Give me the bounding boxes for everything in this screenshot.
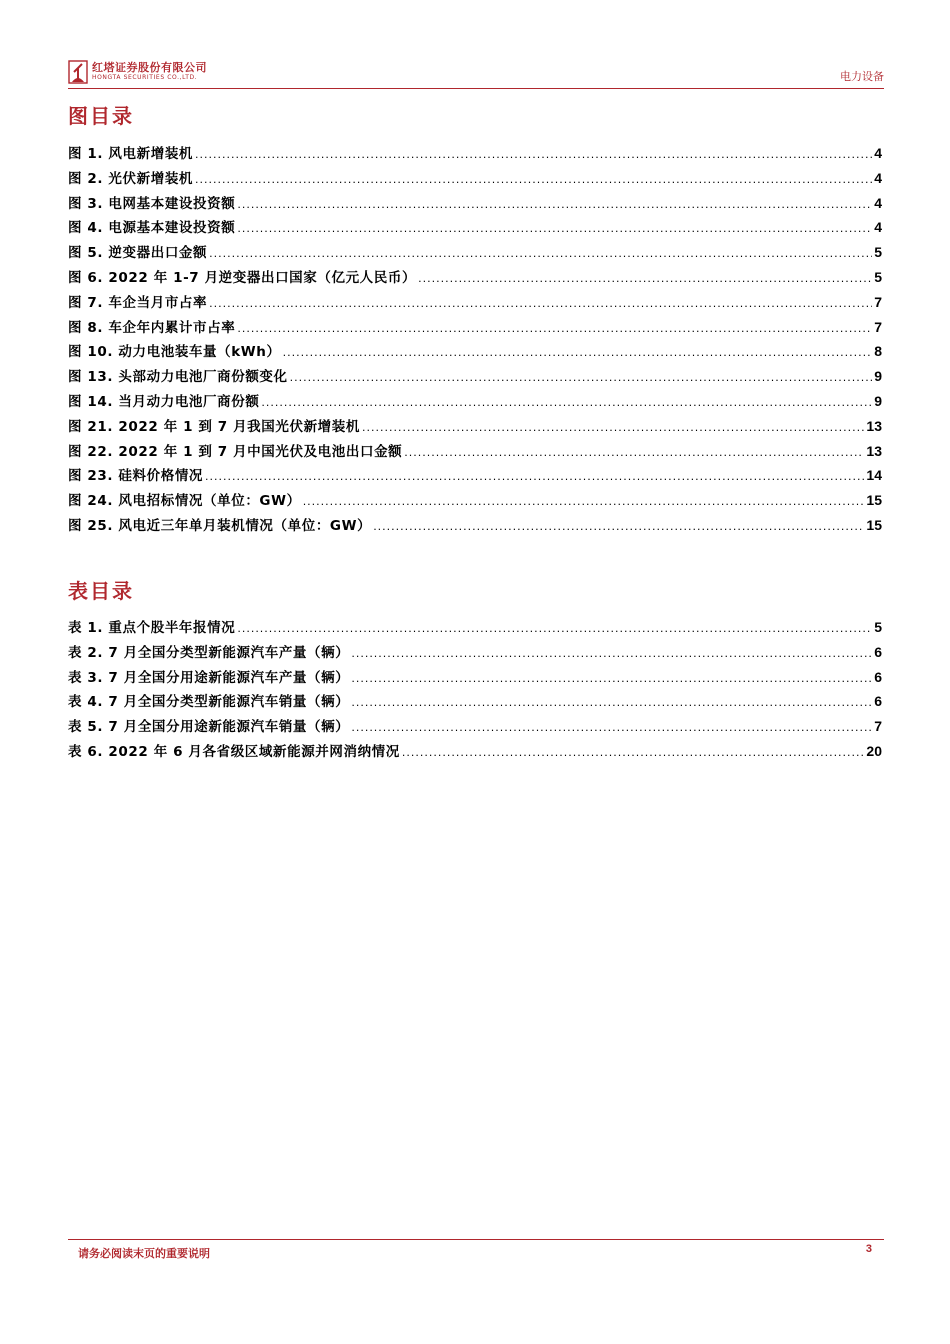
sector-label: 电力设备 (840, 70, 884, 83)
toc-entry[interactable] (68, 166, 882, 191)
toc-entry[interactable] (68, 240, 882, 265)
toc-entry-page: 7 (874, 318, 882, 335)
toc-entry-page: 4 (874, 169, 882, 186)
toc-entry-page: 5 (874, 268, 882, 285)
toc-entry[interactable] (68, 463, 882, 488)
toc-entry[interactable] (68, 615, 882, 640)
toc-entry-page: 15 (866, 492, 882, 509)
disclaimer-note: 请务必阅读末页的重要说明 (78, 1247, 210, 1260)
toc-leader-dots (237, 317, 872, 342)
toc-entry-label: 图 7. 车企当月市占率 (68, 294, 208, 311)
hongta-logo-icon (68, 58, 88, 84)
toc-entry-label: 图 5. 逆变器出口金额 (68, 245, 208, 262)
toc-leader-dots (402, 741, 865, 766)
toc-entry-label: 表 4. 7 月全国分类型新能源汽车销量（辆） (68, 694, 350, 711)
toc-entry[interactable] (68, 689, 882, 714)
toc-entry[interactable] (68, 191, 882, 216)
toc-entry-label: 表 5. 7 月全国分用途新能源汽车销量（辆） (68, 719, 350, 736)
toc-leader-dots (209, 292, 872, 317)
toc-leader-dots (283, 341, 873, 366)
toc-leader-dots (205, 465, 864, 490)
toc-entry[interactable] (68, 414, 882, 439)
toc-entry-page: 7 (874, 293, 882, 310)
toc-entry[interactable] (68, 215, 882, 240)
toc-entry-label: 图 4. 电源基本建设投资额 (68, 220, 236, 237)
toc-entry-label: 图 8. 车企年内累计市占率 (68, 319, 236, 336)
toc-entry-label: 表 6. 2022 年 6 月各省级区域新能源并网消纳情况 (68, 743, 400, 760)
toc-entry[interactable] (68, 513, 882, 538)
company-name-en: HONGTA SECURITIES CO.,LTD. (92, 73, 198, 81)
toc-entry-label: 图 3. 电网基本建设投资额 (68, 195, 236, 212)
company-logo (68, 58, 207, 84)
toc-entry[interactable] (68, 739, 882, 764)
table-list (68, 615, 882, 764)
toc-entry-label: 图 23. 硅料价格情况 (68, 468, 204, 485)
toc-entry-label: 图 13. 头部动力电池厂商份额变化 (68, 369, 288, 386)
toc-entry-page: 6 (874, 693, 882, 710)
toc-entry-page: 4 (874, 194, 882, 211)
toc-entry[interactable] (68, 265, 882, 290)
toc-leader-dots (237, 617, 872, 642)
toc-entry-label: 图 25. 风电近三年单月装机情况（单位：GW） (68, 517, 372, 534)
toc-entry[interactable] (68, 488, 882, 513)
figure-list-title: 图目录 (68, 104, 134, 128)
toc-entry-label: 表 2. 7 月全国分类型新能源汽车产量（辆） (68, 644, 350, 661)
toc-leader-dots (261, 391, 872, 416)
toc-entry-page: 5 (874, 244, 882, 261)
toc-entry[interactable] (68, 665, 882, 690)
toc-entry-page: 8 (874, 343, 882, 360)
toc-entry-label: 图 6. 2022 年 1-7 月逆变器出口国家（亿元人民币） (68, 269, 417, 286)
toc-entry[interactable] (68, 290, 882, 315)
toc-entry-label: 图 21. 2022 年 1 到 7 月我国光伏新增装机 (68, 418, 360, 435)
toc-entry-label: 图 10. 动力电池装车量（kWh） (68, 344, 281, 361)
toc-entry-label: 图 14. 当月动力电池厂商份额 (68, 393, 260, 410)
toc-entry-page: 5 (874, 619, 882, 635)
toc-leader-dots (237, 193, 872, 218)
toc-leader-dots (351, 667, 872, 692)
toc-leader-dots (351, 642, 872, 667)
toc-entry[interactable] (68, 714, 882, 739)
toc-leader-dots (373, 515, 864, 540)
toc-leader-dots (195, 143, 872, 168)
toc-entry-label: 表 3. 7 月全国分用途新能源汽车产量（辆） (68, 669, 350, 686)
toc-entry-label: 表 1. 重点个股半年报情况 (68, 620, 236, 636)
toc-leader-dots (303, 490, 865, 515)
toc-entry-page: 6 (874, 643, 882, 660)
toc-entry-label: 图 24. 风电招标情况（单位：GW） (68, 493, 301, 510)
toc-entry-label: 图 1. 风电新增装机 (68, 146, 194, 162)
toc-entry-label: 图 2. 光伏新增装机 (68, 170, 194, 187)
page-number: 3 (865, 1243, 872, 1255)
toc-leader-dots (209, 242, 872, 267)
toc-entry-page: 7 (874, 718, 882, 735)
footer-divider (68, 1239, 884, 1240)
toc-leader-dots (351, 716, 872, 741)
toc-entry[interactable] (68, 141, 882, 166)
toc-leader-dots (351, 691, 872, 716)
toc-entry[interactable] (68, 364, 882, 389)
toc-entry-page: 4 (874, 219, 882, 236)
toc-entry-page: 9 (874, 368, 882, 385)
toc-entry-label: 图 22. 2022 年 1 到 7 月中国光伏及电池出口金额 (68, 443, 403, 460)
toc-leader-dots (195, 168, 872, 193)
toc-leader-dots (362, 416, 864, 441)
toc-leader-dots (418, 267, 872, 292)
company-name-cn: 红塔证券股份有限公司 (92, 60, 207, 74)
toc-entry[interactable] (68, 315, 882, 340)
toc-entry[interactable] (68, 339, 882, 364)
toc-leader-dots (290, 366, 873, 391)
header-divider (68, 88, 884, 89)
page-header (68, 56, 884, 86)
figure-list (68, 141, 882, 538)
toc-entry-page: 13 (866, 417, 882, 434)
toc-entry[interactable] (68, 389, 882, 414)
toc-leader-dots (237, 217, 872, 242)
toc-entry-page: 20 (866, 742, 882, 759)
toc-entry-page: 14 (866, 467, 882, 484)
toc-entry-page: 15 (866, 516, 882, 533)
table-list-title: 表目录 (68, 579, 134, 603)
toc-entry-page: 9 (874, 392, 882, 409)
toc-entry[interactable] (68, 640, 882, 665)
toc-entry[interactable] (68, 439, 882, 464)
toc-leader-dots (404, 441, 864, 466)
toc-entry-page: 13 (866, 442, 882, 459)
toc-entry-page: 4 (874, 145, 882, 161)
toc-entry-page: 6 (874, 668, 882, 685)
